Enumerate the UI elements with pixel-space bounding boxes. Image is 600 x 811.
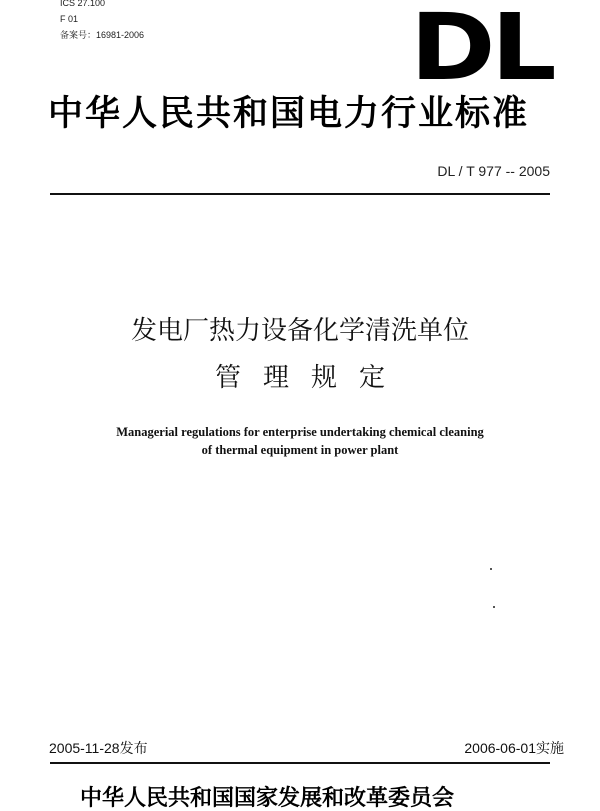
standard-number: DL / T 977 -- 2005: [437, 163, 550, 179]
implementation-date: 2006-06-01实施: [464, 740, 564, 756]
publisher-name: 中华人民共和国国家发展和改革委员会: [80, 785, 455, 811]
record-number: 备案号：16981-2006: [60, 30, 145, 40]
dl-logo: DL: [410, 0, 553, 101]
document-title-zh-line1: 发电厂热力设备化学清洗单位: [130, 316, 469, 346]
document-title-en-line1: Managerial regulations for enterprise undertaking chemical cleaning: [116, 425, 484, 439]
standard-category-title: 中华人民共和国电力行业标准: [48, 93, 530, 134]
scan-speck: [493, 606, 495, 608]
document-title-zh-line2: 管理规定: [214, 363, 407, 393]
issue-date: 2005-11-28发布: [49, 740, 148, 756]
document-title-en-line2: of thermal equipment in power plant: [201, 443, 399, 457]
classification-code: F 01: [60, 14, 79, 24]
scan-speck: [490, 568, 492, 570]
footer-divider: [50, 762, 550, 764]
header-divider: [50, 193, 550, 195]
ics-code: ICS 27.100: [60, 0, 106, 8]
